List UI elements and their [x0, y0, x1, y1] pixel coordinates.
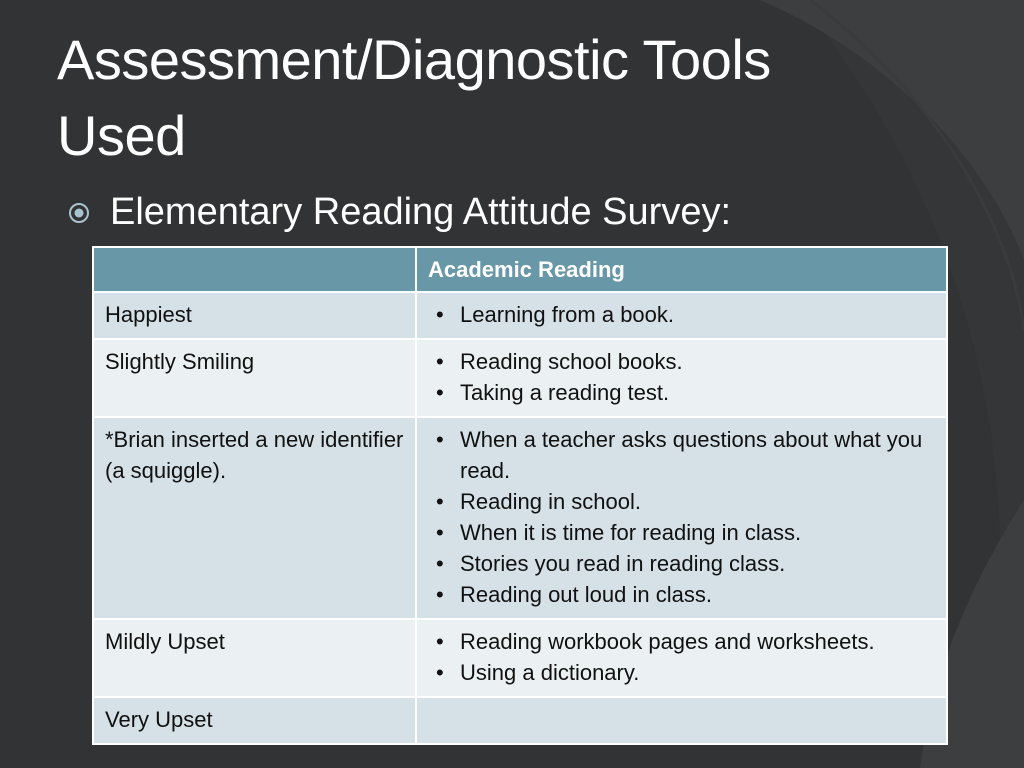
list-item: • Using a dictionary.: [428, 657, 936, 688]
list-item: • Taking a reading test.: [428, 377, 936, 408]
table-header-row: [93, 247, 947, 292]
list-item: • Learning from a book.: [428, 299, 936, 330]
survey-bullet-text: Elementary Reading Attitude Survey:: [110, 191, 732, 233]
list-item: • Reading school books.: [428, 346, 936, 377]
table-row: [93, 292, 947, 339]
list-item: • Stories you read in reading class.: [428, 548, 936, 579]
row-items-cell-empty: [416, 697, 947, 744]
list-item: • When a teacher asks questions about what you read.: [428, 424, 936, 486]
row-label: Happiest: [93, 292, 416, 339]
row-label: Very Upset: [93, 697, 416, 744]
circled-dot-icon: [68, 202, 90, 224]
survey-bullet: [68, 188, 731, 236]
slide-title: [57, 22, 957, 174]
slide-title-line-2: Used: [57, 104, 186, 167]
row-items-cell: [416, 417, 947, 619]
list-item: • When it is time for reading in class.: [428, 517, 936, 548]
row-label: Mildly Upset: [93, 619, 416, 697]
table-header-academic-reading: Academic Reading: [416, 247, 947, 292]
row-item-list: [428, 299, 936, 330]
row-label: Slightly Smiling: [93, 339, 416, 417]
survey-table: [92, 246, 948, 745]
slide-title-line-1: Assessment/Diagnostic Tools: [57, 28, 771, 91]
row-item-list: [428, 424, 936, 610]
row-item-list: [428, 346, 936, 408]
list-item: • Reading out loud in class.: [428, 579, 936, 610]
row-label: *Brian inserted a new identifier (a squiggle).: [93, 417, 416, 619]
row-items-cell: [416, 339, 947, 417]
table-row: [93, 619, 947, 697]
table-header-empty-cell: [93, 247, 416, 292]
table-row: [93, 339, 947, 417]
row-items-cell: [416, 619, 947, 697]
table-row: [93, 417, 947, 619]
list-item: • Reading in school.: [428, 486, 936, 517]
table-row: [93, 697, 947, 744]
row-item-list: [428, 626, 936, 688]
row-items-cell: [416, 292, 947, 339]
list-item: • Reading workbook pages and worksheets.: [428, 626, 936, 657]
